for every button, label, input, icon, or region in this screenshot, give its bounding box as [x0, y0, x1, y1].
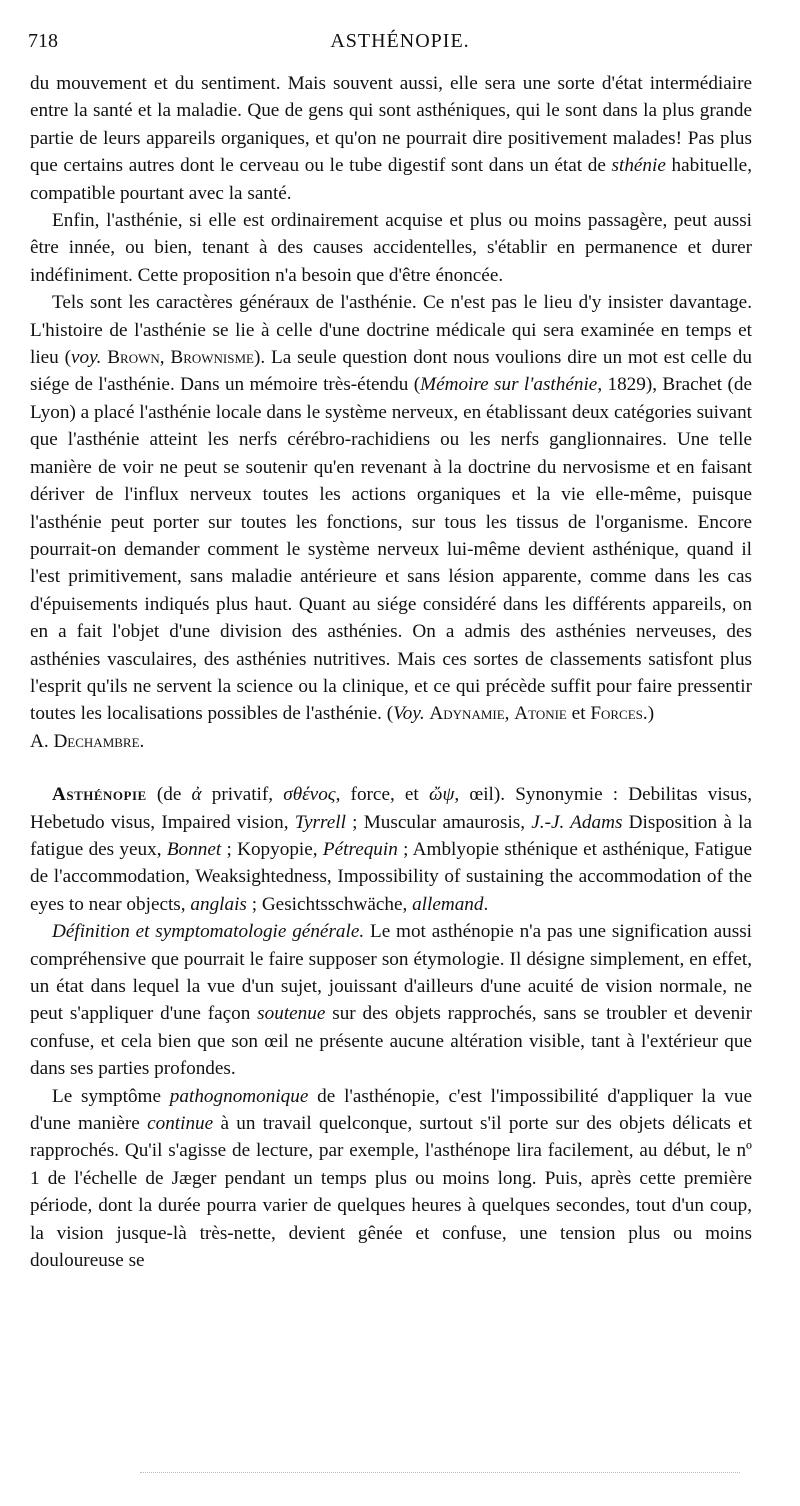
paragraph-definition: Définition et symptomatologie générale. Le mot asthénopie n'a pas une signification aussi compréhensive que pourrait le faire supposer son étymologie. Il désigne simplement, en effet, un état dans lequel la vue d'un sujet, jouissant d'ailleurs d'une acuité de vision normale, ne peut s'appliquer d'une façon soutenue sur des objets rapprochés, sans se troubler et devenir confuse, et cela bien que son œil ne présente aucune altération visible, tant à l'extérieur que dans ses parties profondes. [30, 921, 753, 1080]
cross-reference: Brown [107, 347, 160, 369]
paragraph-siege-asthenie: Tels sont les caractères généraux de l'asthénie. Ce n'est pas le lieu d'y insister davantage. L'histoire de l'asthénie se lie à celle d'une doctrine médicale qui sera examinée en temps et lieu (voy. Brown, Brownisme). La seule question dont nous voulions dire un mot est celle du siége de l'asthénie. Dans un mémoire très-étendu (Mémoire sur l'asthénie, 1829), Brachet (de Lyon) a placé l'asthénie locale dans le système nerveux, en établissant deux catégories suivant que l'asthénie atteint les nerfs cérébro-rachidiens ou les nerfs ganglionnaires. Une telle manière de voir ne peut se soutenir qu'en revenant à la doctrine du nervosisme et en faisant dériver de l'influx nerveux toutes les actions organiques et la vie elle-même, puisque l'asthénie peut porter sur toutes les fonctions, sur tous les tissus de l'organisme. Encore pourrait-on demander comment le système nerveux lui-même devient asthénique, quand il l'est primitivement, sans maladie antérieure et sans lésion apparente, comme dans les cas d'épuisements indiqués plus haut. Quant au siége considéré dans les différents appareils, on en a fait l'objet d'une division des asthénies. On a admis des asthénies nerveuses, des asthénies vasculaires, des asthénies nutritives. Mais ces sortes de classements satisfont plus l'esprit qu'ils ne servent la science ou la clinique, et ce qui précède suffit pour faire pressentir toutes les localisations possibles de l'asthénie. (Voy. Adynamie, Atonie et Forces.) [30, 292, 752, 725]
page-number: 718 [28, 30, 58, 52]
cross-reference: Brownisme [170, 347, 254, 369]
cross-reference: Atonie [514, 703, 567, 725]
cross-reference: Adynamie [429, 703, 505, 725]
page-body [30, 70, 752, 1274]
paragraph-asthenie-innee: Enfin, l'asthénie, si elle est ordinairement acquise et plus ou moins passagère, peut aussi être innée, ou bien, tenant à des causes accidentelles, s'établir en permanence et durer indéfiniment. Cette proposition n'a besoin que d'être énoncée. [30, 210, 752, 286]
paragraph-continuation: du mouvement et du sentiment. Mais souvent aussi, elle sera une sorte d'état intermédiaire entre la santé et la maladie. Que de gens qui sont asthéniques, qui le sont dans la plus grande partie de leurs appareils organiques, et qu'on ne pourrait dire positivement malades! Pas plus que certains autres dont le cerveau ou le tube digestif sont dans un état de sthénie habituelle, compatible pourtant avec la santé. [30, 73, 752, 204]
section-heading: Définition et symptomatologie générale. [52, 921, 365, 943]
paragraph-symptome: Le symptôme pathognomonique de l'asthénopie, c'est l'impossibilité d'appliquer la vue d'une manière continue à un travail quelconque, surtout s'il porte sur des objets délicats et rapprochés. Qu'il s'agisse de lecture, par exemple, l'asthénope lira facilement, au début, le nº 1 de l'échelle de Jæger pendant un temps plus ou moins long. Puis, après cette première période, dont la durée pourra varier de quelques heures à quelques secondes, tout d'un coup, la vision jusque-là très-nette, devient gênée et confuse, une tension plus ou moins douloureuse se [30, 1085, 753, 1272]
bottom-scan-noise [140, 1472, 740, 1474]
author-signature: A. Dechambre. [30, 730, 145, 752]
cross-reference: Forces [590, 703, 643, 725]
running-title: ASTHÉNOPIE. [330, 30, 470, 52]
article-headword: Asthénopie [52, 784, 147, 806]
running-header [28, 30, 772, 60]
article-asthenopie: Asthénopie (de ἀ privatif, σθένος, force, et ὤψ, œil). Synonymie : Debilitas visus, Hebetudo visus, Impaired vision, Tyrrell ; Muscular amaurosis, J.-J. Adams Disposition à la fatigue des yeux, Bonnet ; Kopyopie, Pétrequin ; Amblyopie sthénique et asthénique, Fatigue de l'accommodation, Weaksightedness, Impossibility of sustaining the accommodation of the eyes to near objects, anglais ; Gesichtsschwäche, allemand. [30, 784, 752, 915]
